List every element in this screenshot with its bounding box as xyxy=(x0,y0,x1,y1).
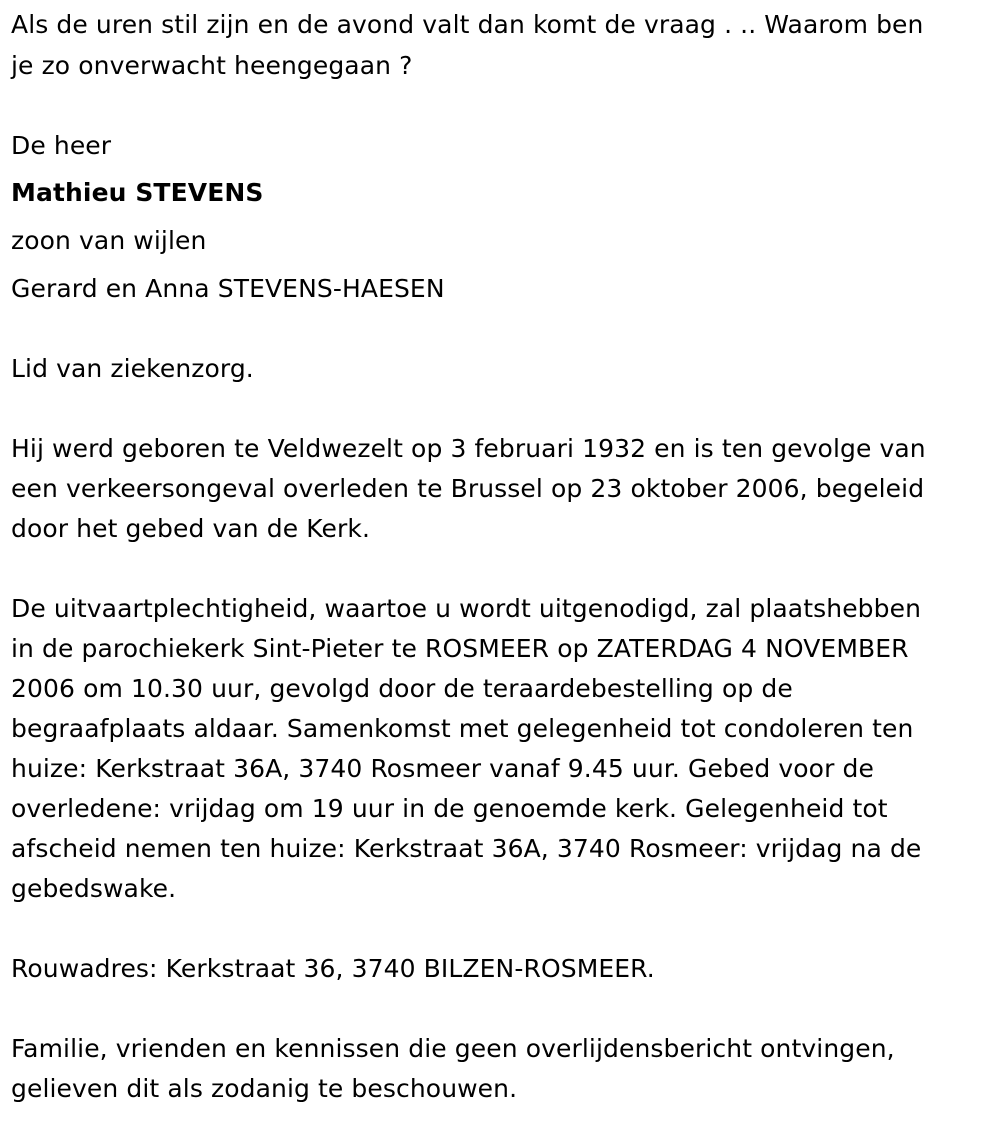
salutation: De heer xyxy=(11,131,112,160)
mourning-address: Rouwadres: Kerkstraat 36, 3740 BILZEN-ROSMEER. xyxy=(11,954,655,983)
parents: Gerard en Anna STEVENS-HAESEN xyxy=(11,274,445,303)
birth-death-line-1: Hij werd geboren te Veldwezelt op 3 februari 1932 en is ten gevolge van xyxy=(11,434,926,463)
intro-line-2: je zo onverwacht heengegaan ? xyxy=(11,51,413,80)
funeral-line-7: afscheid nemen ten huize: Kerkstraat 36A, 3740 Rosmeer: vrijdag na de xyxy=(11,834,922,863)
funeral-line-8: gebedswake. xyxy=(11,874,177,903)
membership: Lid van ziekenzorg. xyxy=(11,354,254,383)
funeral-line-5: huize: Kerkstraat 36A, 3740 Rosmeer vanaf 9.45 uur. Gebed voor de xyxy=(11,754,874,783)
intro-line-1: Als de uren stil zijn en de avond valt dan komt de vraag . .. Waarom ben xyxy=(11,10,924,39)
funeral-line-3: 2006 om 10.30 uur, gevolgd door de teraardebestelling op de xyxy=(11,674,793,703)
deceased-name: Mathieu STEVENS xyxy=(11,178,264,207)
birth-death-line-3: door het gebed van de Kerk. xyxy=(11,514,371,543)
funeral-line-6: overledene: vrijdag om 19 uur in de genoemde kerk. Gelegenheid tot xyxy=(11,794,888,823)
relation: zoon van wijlen xyxy=(11,226,207,255)
closing-line-1: Familie, vrienden en kennissen die geen overlijdensbericht ontvingen, xyxy=(11,1034,895,1063)
funeral-line-2: in de parochiekerk Sint-Pieter te ROSMEER op ZATERDAG 4 NOVEMBER xyxy=(11,634,909,663)
birth-death-line-2: een verkeersongeval overleden te Brussel op 23 oktober 2006, begeleid xyxy=(11,474,925,503)
funeral-line-1: De uitvaartplechtigheid, waartoe u wordt uitgenodigd, zal plaatshebben xyxy=(11,594,922,623)
closing-line-2: gelieven dit als zodanig te beschouwen. xyxy=(11,1074,518,1103)
funeral-line-4: begraafplaats aldaar. Samenkomst met gelegenheid tot condoleren ten xyxy=(11,714,914,743)
